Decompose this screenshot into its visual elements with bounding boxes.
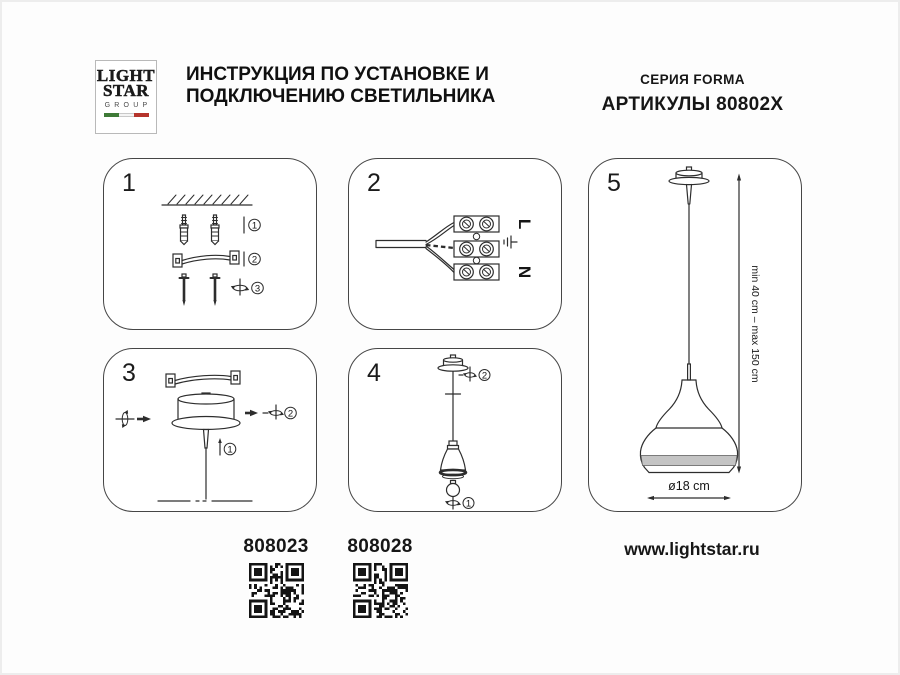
wall-anchor-icon: [211, 215, 219, 245]
flag-white: [119, 113, 134, 117]
rod-icon: [158, 430, 252, 502]
step-marker-2: [479, 370, 490, 382]
svg-text:3: 3: [254, 283, 261, 295]
canopy-icon: [438, 355, 468, 371]
lightstar-logo: [95, 60, 157, 134]
logo-word-star: STAR: [102, 81, 150, 100]
canopy-icon: [669, 167, 709, 185]
canopy-icon: [172, 393, 240, 430]
panel-number: 3: [122, 359, 136, 387]
article-code: 808023: [243, 536, 309, 557]
direction-arrow: [143, 416, 151, 422]
series-label: СЕРИЯ FORMA: [640, 72, 745, 87]
ceiling-hatch-icon: [162, 195, 252, 205]
articles-label: АРТИКУЛЫ 80802X: [601, 94, 784, 115]
screw-icon: [211, 274, 220, 306]
flag-red: [134, 113, 149, 117]
mounting-bracket-icon: [166, 371, 240, 387]
step-marker-1: [218, 438, 236, 455]
svg-text:2: 2: [251, 254, 258, 266]
screw-rotation-icon: [268, 405, 284, 419]
page-title-line1: ИНСТРУКЦИЯ ПО УСТАНОВКЕ И: [186, 64, 489, 85]
panel-number: 5: [607, 169, 621, 197]
lamp-shade-icon: [640, 380, 737, 473]
suspension-assembly-drawing: [349, 349, 560, 510]
step-marker-3: [252, 282, 264, 294]
step-panel-1: [103, 158, 317, 330]
svg-text:2: 2: [287, 408, 294, 420]
screw-rotation-icon: [116, 410, 134, 428]
panel-number: 4: [367, 359, 381, 387]
step-panel-2: [348, 158, 562, 330]
step-panel-3: [103, 348, 317, 512]
logo-word-light: LIGHT: [96, 66, 156, 85]
height-dimension-arrow: [737, 174, 741, 474]
panel-number: 1: [122, 169, 136, 197]
svg-text:1: 1: [251, 220, 258, 232]
screw-rotation-icon: [445, 497, 461, 510]
cord-icon: [687, 185, 692, 381]
step-marker-2: [285, 407, 297, 419]
article-item: [344, 536, 416, 623]
flag-green: [104, 113, 119, 117]
italian-flag-icon: [96, 113, 156, 117]
diameter-dimension-arrow: [647, 496, 731, 500]
shade-band: [641, 456, 737, 466]
svg-text:1: 1: [227, 444, 233, 456]
neutral-terminal-label: N: [515, 265, 534, 279]
canopy-mounting-drawing: [104, 349, 315, 510]
bulb-icon: [447, 481, 460, 497]
pendant-lamp-drawing: [589, 159, 800, 510]
qr-code: [353, 563, 408, 618]
page-title-line2: ПОДКЛЮЧЕНИЮ СВЕТИЛЬНИКА: [186, 85, 496, 107]
wall-anchor-icon: [180, 215, 188, 245]
logo-word-group: GROUP: [104, 102, 152, 109]
panel-number: 2: [367, 169, 381, 197]
height-dimension-label: min 40 cm – max 150 cm: [749, 265, 761, 383]
line-terminal-label: L: [515, 218, 534, 230]
diameter-label: ø18 cm: [668, 479, 710, 493]
qr-code: [249, 563, 304, 618]
cord-icon: [446, 372, 461, 442]
lamp-socket-icon: [440, 441, 466, 479]
series-block: [570, 72, 815, 116]
power-cable-icon: [376, 223, 454, 273]
page-title: [186, 64, 495, 107]
website-url: www.lightstar.ru: [624, 539, 760, 559]
hardware-drawing: [104, 159, 315, 328]
article-item: [240, 536, 312, 623]
mounting-bracket-icon: [173, 251, 239, 267]
direction-arrow: [250, 410, 258, 416]
wiring-drawing: [349, 159, 560, 328]
terminal-block-icon: [454, 216, 499, 280]
screw-rotation-icon: [231, 279, 249, 295]
ground-icon: [504, 236, 517, 248]
step-panel-5: [588, 158, 802, 512]
step-marker-1: [463, 498, 474, 510]
svg-text:1: 1: [465, 498, 472, 510]
step-marker-1: [244, 217, 260, 233]
step-marker-2: [244, 252, 260, 266]
svg-text:2: 2: [481, 370, 488, 382]
article-code: 808028: [347, 536, 413, 557]
screw-icon: [180, 274, 189, 306]
step-panel-4: [348, 348, 562, 512]
